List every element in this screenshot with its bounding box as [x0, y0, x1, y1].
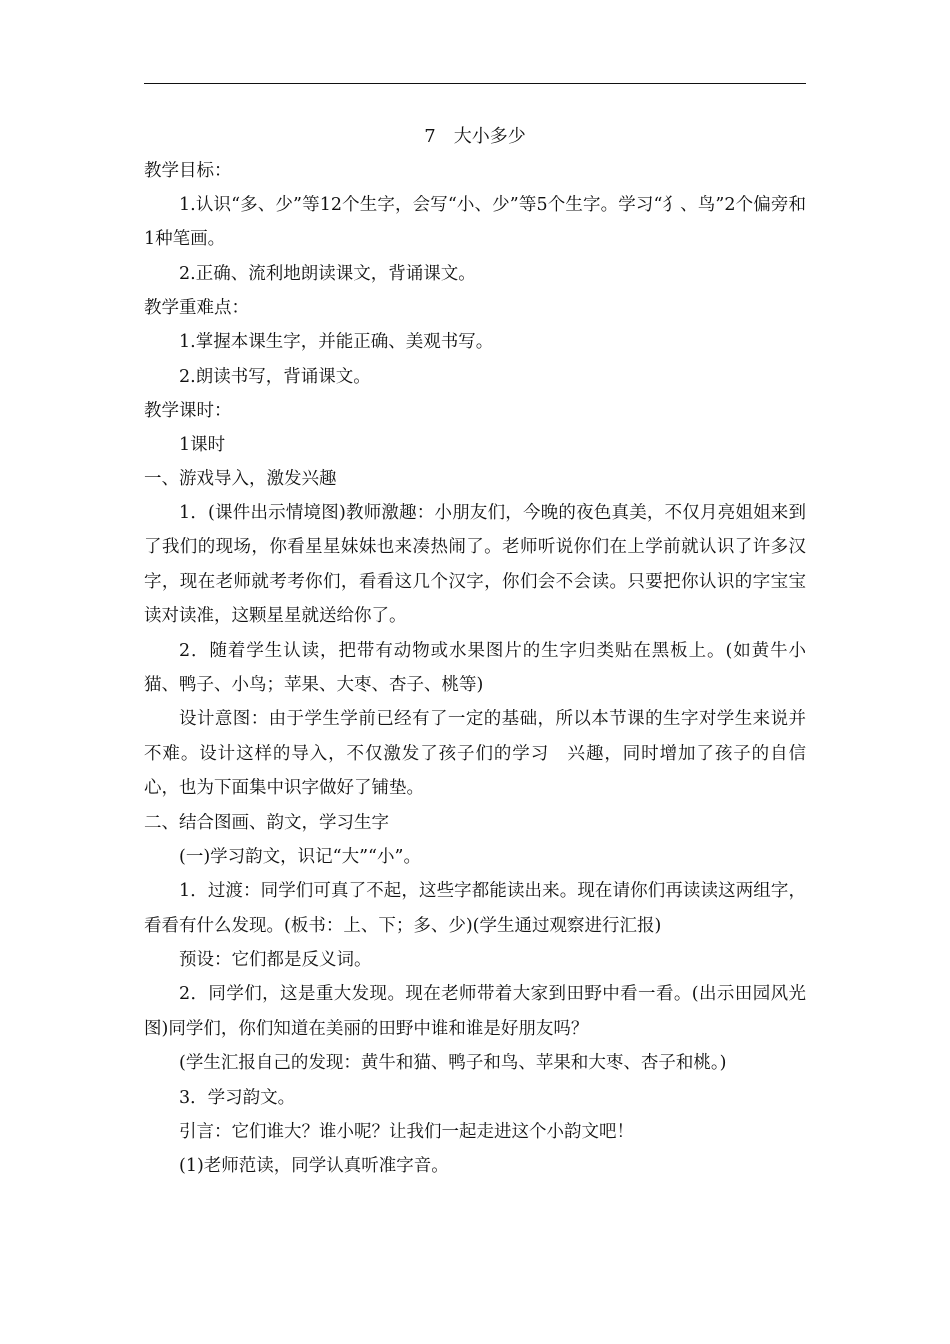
part2-step3: 3．学习韵文。: [179, 1087, 296, 1108]
part2-step1: 1．过渡：同学们可真了不起，这些字都能读出来。现在请你们再读读这两组字，看看有什么发现。(板书：上、下；多、少)(学生通过观察进行汇报): [144, 881, 806, 936]
objective-1: 1.认识“多、少”等12个生字，会写“小、少”等5个生字。学习“犭、鸟”2个偏旁和1种笔画。: [144, 195, 806, 250]
part2-subheading: (一)学习韵文，识记“大”“小”。: [179, 846, 421, 867]
part2-read1: (1)老师范读，同学认真听准字音。: [179, 1156, 449, 1177]
objective-2: 2.正确、流利地朗读课文，背诵课文。: [179, 263, 476, 284]
part1-step1: 1．(课件出示情境图)教师激趣：小朋友们，今晚的夜色真美，不仅月亮姐姐来到了我们的现场，你看星星妹妹也来凑热闹了。老师听说你们在上学前就认识了许多汉字，现在老师就考考你们，看看这几个汉字，你们会不会读。只要把你认识的字宝宝读对读准，这颗星星就送给你了。: [144, 503, 806, 627]
part1-heading: 一、游戏导入，激发兴趣: [144, 469, 337, 490]
part2-intro: 引言：它们谁大？谁小呢？让我们一起走进这个小韵文吧！: [179, 1121, 634, 1142]
part2-report: (学生汇报自己的发现：黄牛和猫、鸭子和鸟、苹果和大枣、杏子和桃。): [179, 1053, 727, 1074]
part2-preset: 预设：它们都是反义词。: [179, 949, 372, 970]
part1-design-intent: 设计意图：由于学生学前已经有了一定的基础，所以本节课的生字对学生来说并不难。设计这样的导入，不仅激发了孩子们的学习 兴趣，同时增加了孩子的自信心，也为下面集中识字做好了铺垫。: [144, 709, 806, 799]
part2-heading: 二、结合图画、韵文，学习生字: [144, 812, 389, 833]
part2-step2: 2．同学们，这是重大发现。现在老师带着大家到田野中看一看。(出示田园风光图)同学们，你们知道在美丽的田野中谁和谁是好朋友吗？: [144, 984, 806, 1039]
part1-step2: 2．随着学生认读，把带有动物或水果图片的生字归类贴在黑板上。(如黄牛小猫、鸭子、小鸟；苹果、大枣、杏子、桃等): [144, 640, 806, 696]
lesson-title: 7 大小多少: [424, 126, 526, 147]
keypoint-2: 2.朗读书写，背诵课文。: [179, 366, 371, 387]
document-body: [144, 120, 806, 1184]
hours-value: 1课时: [179, 435, 226, 456]
keypoints-heading: 教学重难点：: [144, 298, 249, 319]
hours-heading: 教学课时：: [144, 401, 232, 422]
header-rule: [144, 83, 806, 84]
keypoint-1: 1.掌握本课生字，并能正确、美观书写。: [179, 332, 494, 353]
objectives-heading: 教学目标：: [144, 161, 232, 181]
